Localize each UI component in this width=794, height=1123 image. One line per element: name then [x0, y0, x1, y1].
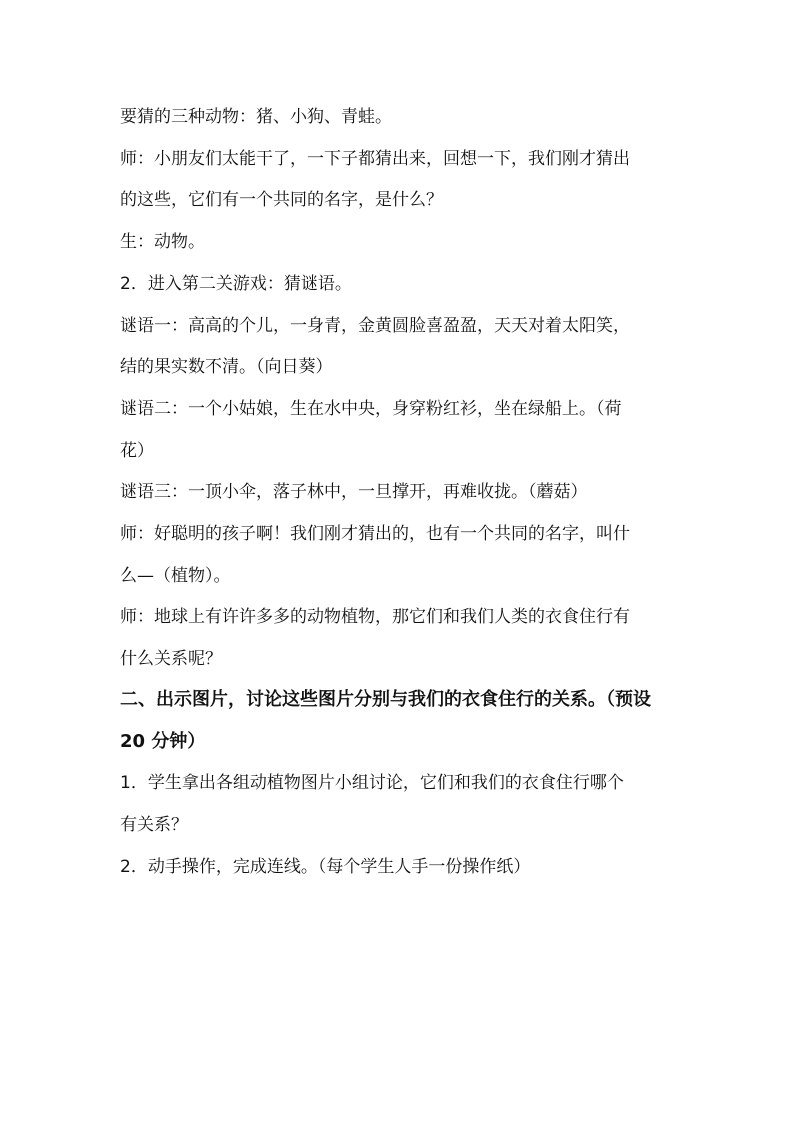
text-line-14: 什么关系呢？ — [120, 649, 222, 669]
text-line-1: 要猜的三种动物：猪、小狗、青蛙。 — [120, 107, 392, 127]
text-line-6: 谜语一：高高的个儿，一身青，金黄圆脸喜盈盈，天天对着太阳笑， — [120, 316, 630, 336]
text-line-8: 谜语二：一个小姑娘，生在水中央，身穿粉红衫，坐在绿船上。（荷 — [120, 399, 622, 419]
section-heading-line-2: 20 分钟） — [120, 731, 206, 752]
text-line-5: 2．进入第二关游戏：猜谜语。 — [120, 274, 352, 294]
text-line-7: 结的果实数不清。（向日葵） — [120, 357, 333, 377]
text-line-10: 谜语三：一顶小伞，落子林中，一旦撑开，再难收拢。（蘑菇） — [120, 482, 588, 502]
text-line-12: 么—（植物）。 — [120, 566, 231, 586]
text-line-19: 2．动手操作，完成连线。（每个学生人手一份操作纸） — [120, 857, 531, 877]
section-heading-line-1: 二、出示图片，讨论这些图片分别与我们的衣食住行的关系。（预设 — [120, 689, 651, 710]
text-line-18: 有关系？ — [120, 815, 188, 835]
text-line-2: 师：小朋友们太能干了，一下子都猜出来，回想一下，我们刚才猜出 — [120, 149, 630, 169]
text-line-4: 生：动物。 — [120, 232, 205, 252]
text-line-17: 1．学生拿出各组动植物图片小组讨论，它们和我们的衣食住行哪个 — [120, 773, 624, 793]
text-line-9: 花） — [120, 441, 154, 461]
text-line-13: 师：地球上有许许多多的动物植物，那它们和我们人类的衣食住行有 — [120, 607, 630, 627]
text-line-3: 的这些，它们有一个共同的名字，是什么？ — [120, 190, 443, 210]
text-line-11: 师：好聪明的孩子啊！我们刚才猜出的，也有一个共同的名字，叫什 — [120, 524, 630, 544]
